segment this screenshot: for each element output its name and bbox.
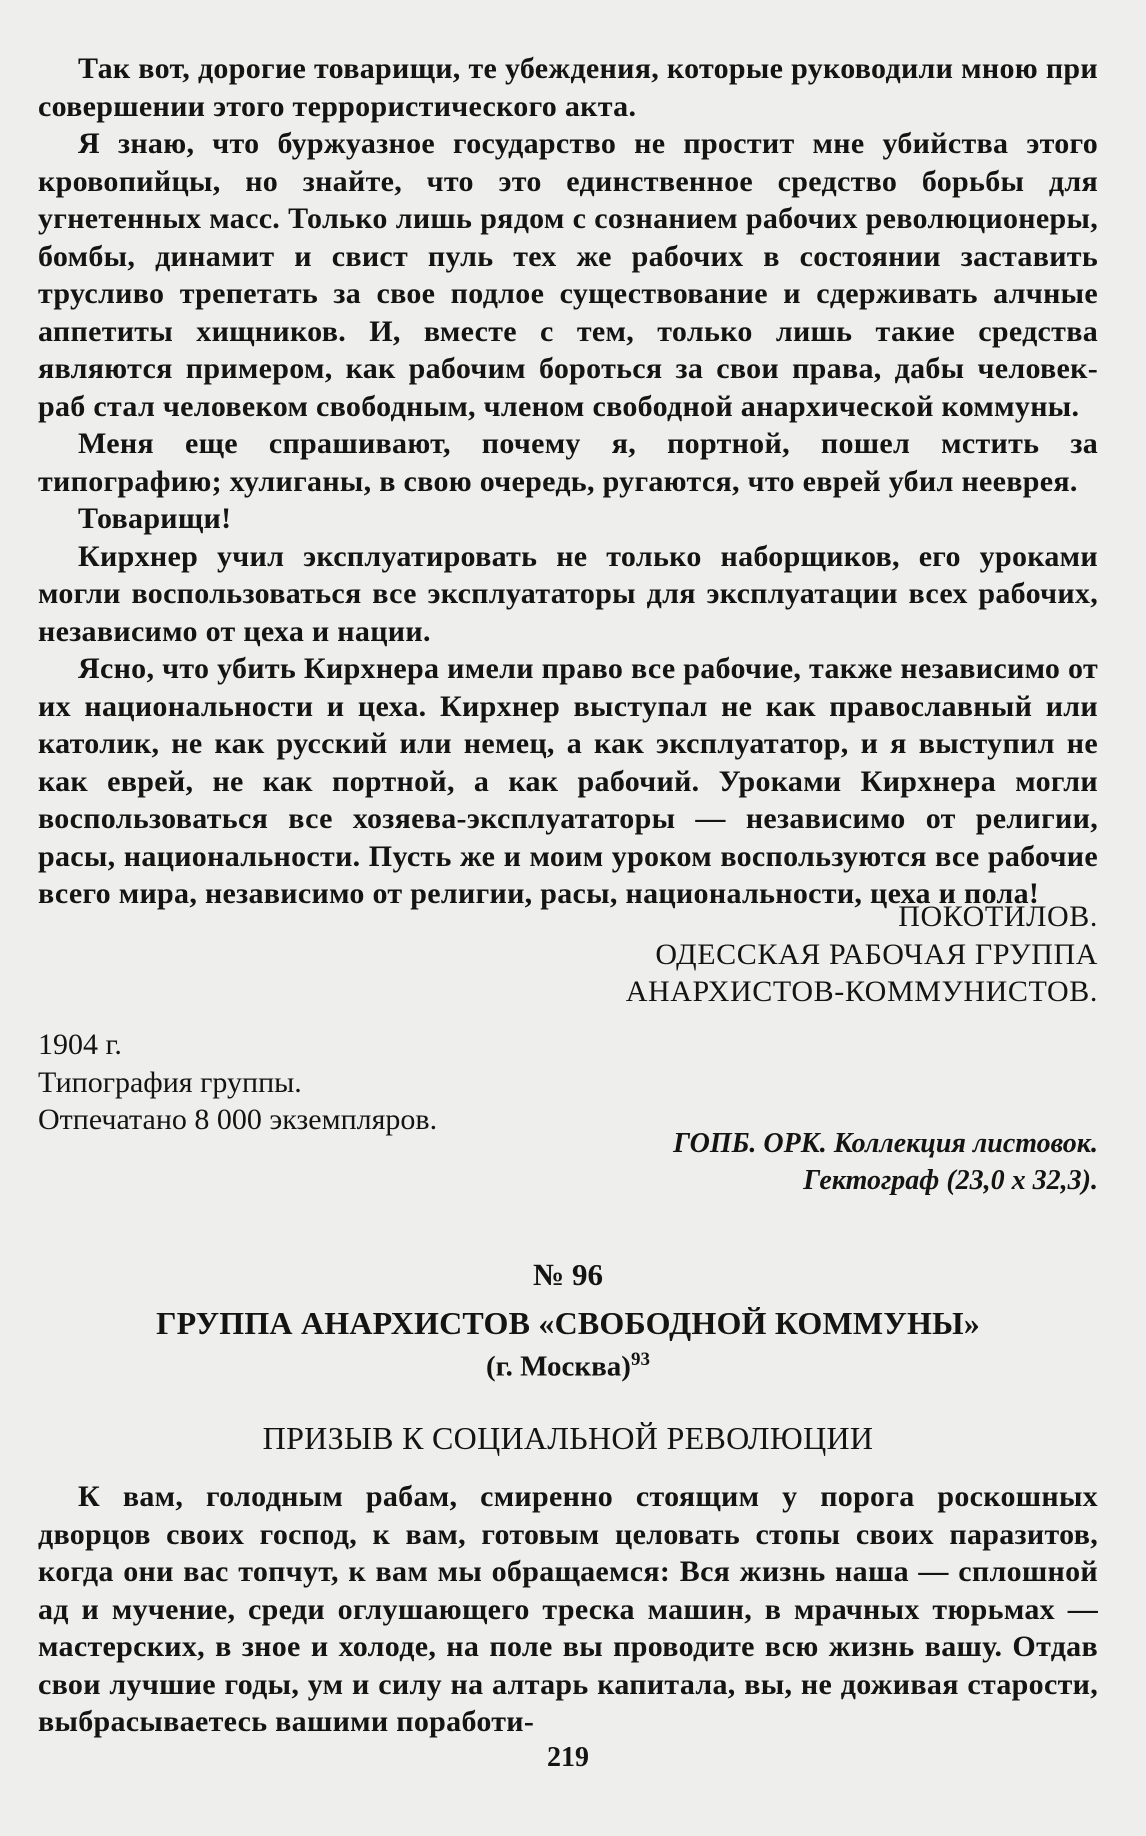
source-note (38, 1125, 1098, 1199)
imprint (38, 1026, 1098, 1139)
signature (38, 898, 1098, 1011)
page-number: 219 (547, 1742, 589, 1773)
signature-group-line1: ОДЕССКАЯ РАБОЧАЯ ГРУППА (655, 937, 1098, 971)
paragraph: К вам, голодным рабам, смиренно стоящим у порога роскошных дворцов своих господ, к вам, готовым целовать стопы своих паразитов, когда они вас топчут, к вам мы обращаемся: Вся жизнь наша — сплошной ад и мучение, среди оглушающего треска машин, в мрачных тюрьмах — мастерских, в зное и холоде, на поле вы проводите всю жизнь вашу. Отдав свои лучшие годы, ум и силу на алтарь капитала, вы, не доживая старости, выбрасываетесь вашими поработи- (38, 1480, 1098, 1738)
city: (г. Москва) (486, 1350, 631, 1383)
source-line1: ГОПБ. ОРК. Коллекция листовок. (673, 1128, 1098, 1159)
imprint-year: 1904 г. (38, 1028, 122, 1061)
signature-group-line2: АНАРХИСТОВ-КОММУНИСТОВ. (625, 975, 1098, 1008)
paragraph: Товарищи! (78, 502, 232, 535)
footnote-marker: 93 (630, 1349, 650, 1370)
imprint-printer: Типография группы. (38, 1065, 302, 1099)
group-title: ГРУППА АНАРХИСТОВ «СВОБОДНОЙ КОММУНЫ» (156, 1305, 980, 1341)
document-number: № 96 (533, 1257, 603, 1292)
paragraph: Меня еще спрашивают, почему я, портной, пошел мстить за типографию; хулиганы, в свою очередь, ругаются, что еврей убил нееврея. (38, 427, 1098, 498)
city-line (38, 1349, 1098, 1384)
main-text (38, 50, 1098, 913)
paragraph: Кирхнер учил эксплуатировать не только наборщиков, его уроками могли воспользоваться все эксплуататоры для эксплуатации всех рабочих, независимо от цеха и нации. (38, 539, 1098, 648)
next-document-text (38, 1478, 1098, 1741)
paragraph: Так вот, дорогие товарищи, те убеждения, которые руководили мною при совершении этого террористического акта. (38, 52, 1098, 123)
document-title: ПРИЗЫВ К СОЦИАЛЬНОЙ РЕВОЛЮЦИИ (262, 1420, 874, 1456)
imprint-print-run: Отпечатано 8 000 экземпляров. (38, 1103, 438, 1136)
paragraph: Ясно, что убить Кирхнера имели право все рабочие, также независимо от их национальности и цеха. Кирхнер выступал не как православный или католик, не как русский или немец, а как эксплуататор, и я выступил не как еврей, не как портной, а как рабочий. Уроками Кирхнера могли воспользоваться все хозяева-эксплуататоры — независимо от религии, расы, национальности. Пусть же и моим уроком воспользуются все рабочие всего мира, независимо от религии, расы, национальности, цеха и пола! (38, 652, 1098, 910)
source-line2: Гектограф (23,0 х 32,3). (803, 1165, 1098, 1196)
signature-name: ПОКОТИЛОВ. (898, 900, 1098, 933)
paragraph: Я знаю, что буржуазное государство не простит мне убийства этого кровопийцы, но знайте, что это единственное средство борьбы для угнетенных масс. Только лишь рядом с сознанием рабочих революционеры, бомбы, динамит и свист пуль тех же рабочих в состоянии заставить трусливо трепетать за свое подлое существование и сдерживать алчные аппетиты хищников. И, вместе с тем, только лишь такие средства являются примером, как рабочим бороться за свои права, дабы человек-раб стал человеком свободным, членом свободной анархической коммуны. (38, 127, 1098, 423)
